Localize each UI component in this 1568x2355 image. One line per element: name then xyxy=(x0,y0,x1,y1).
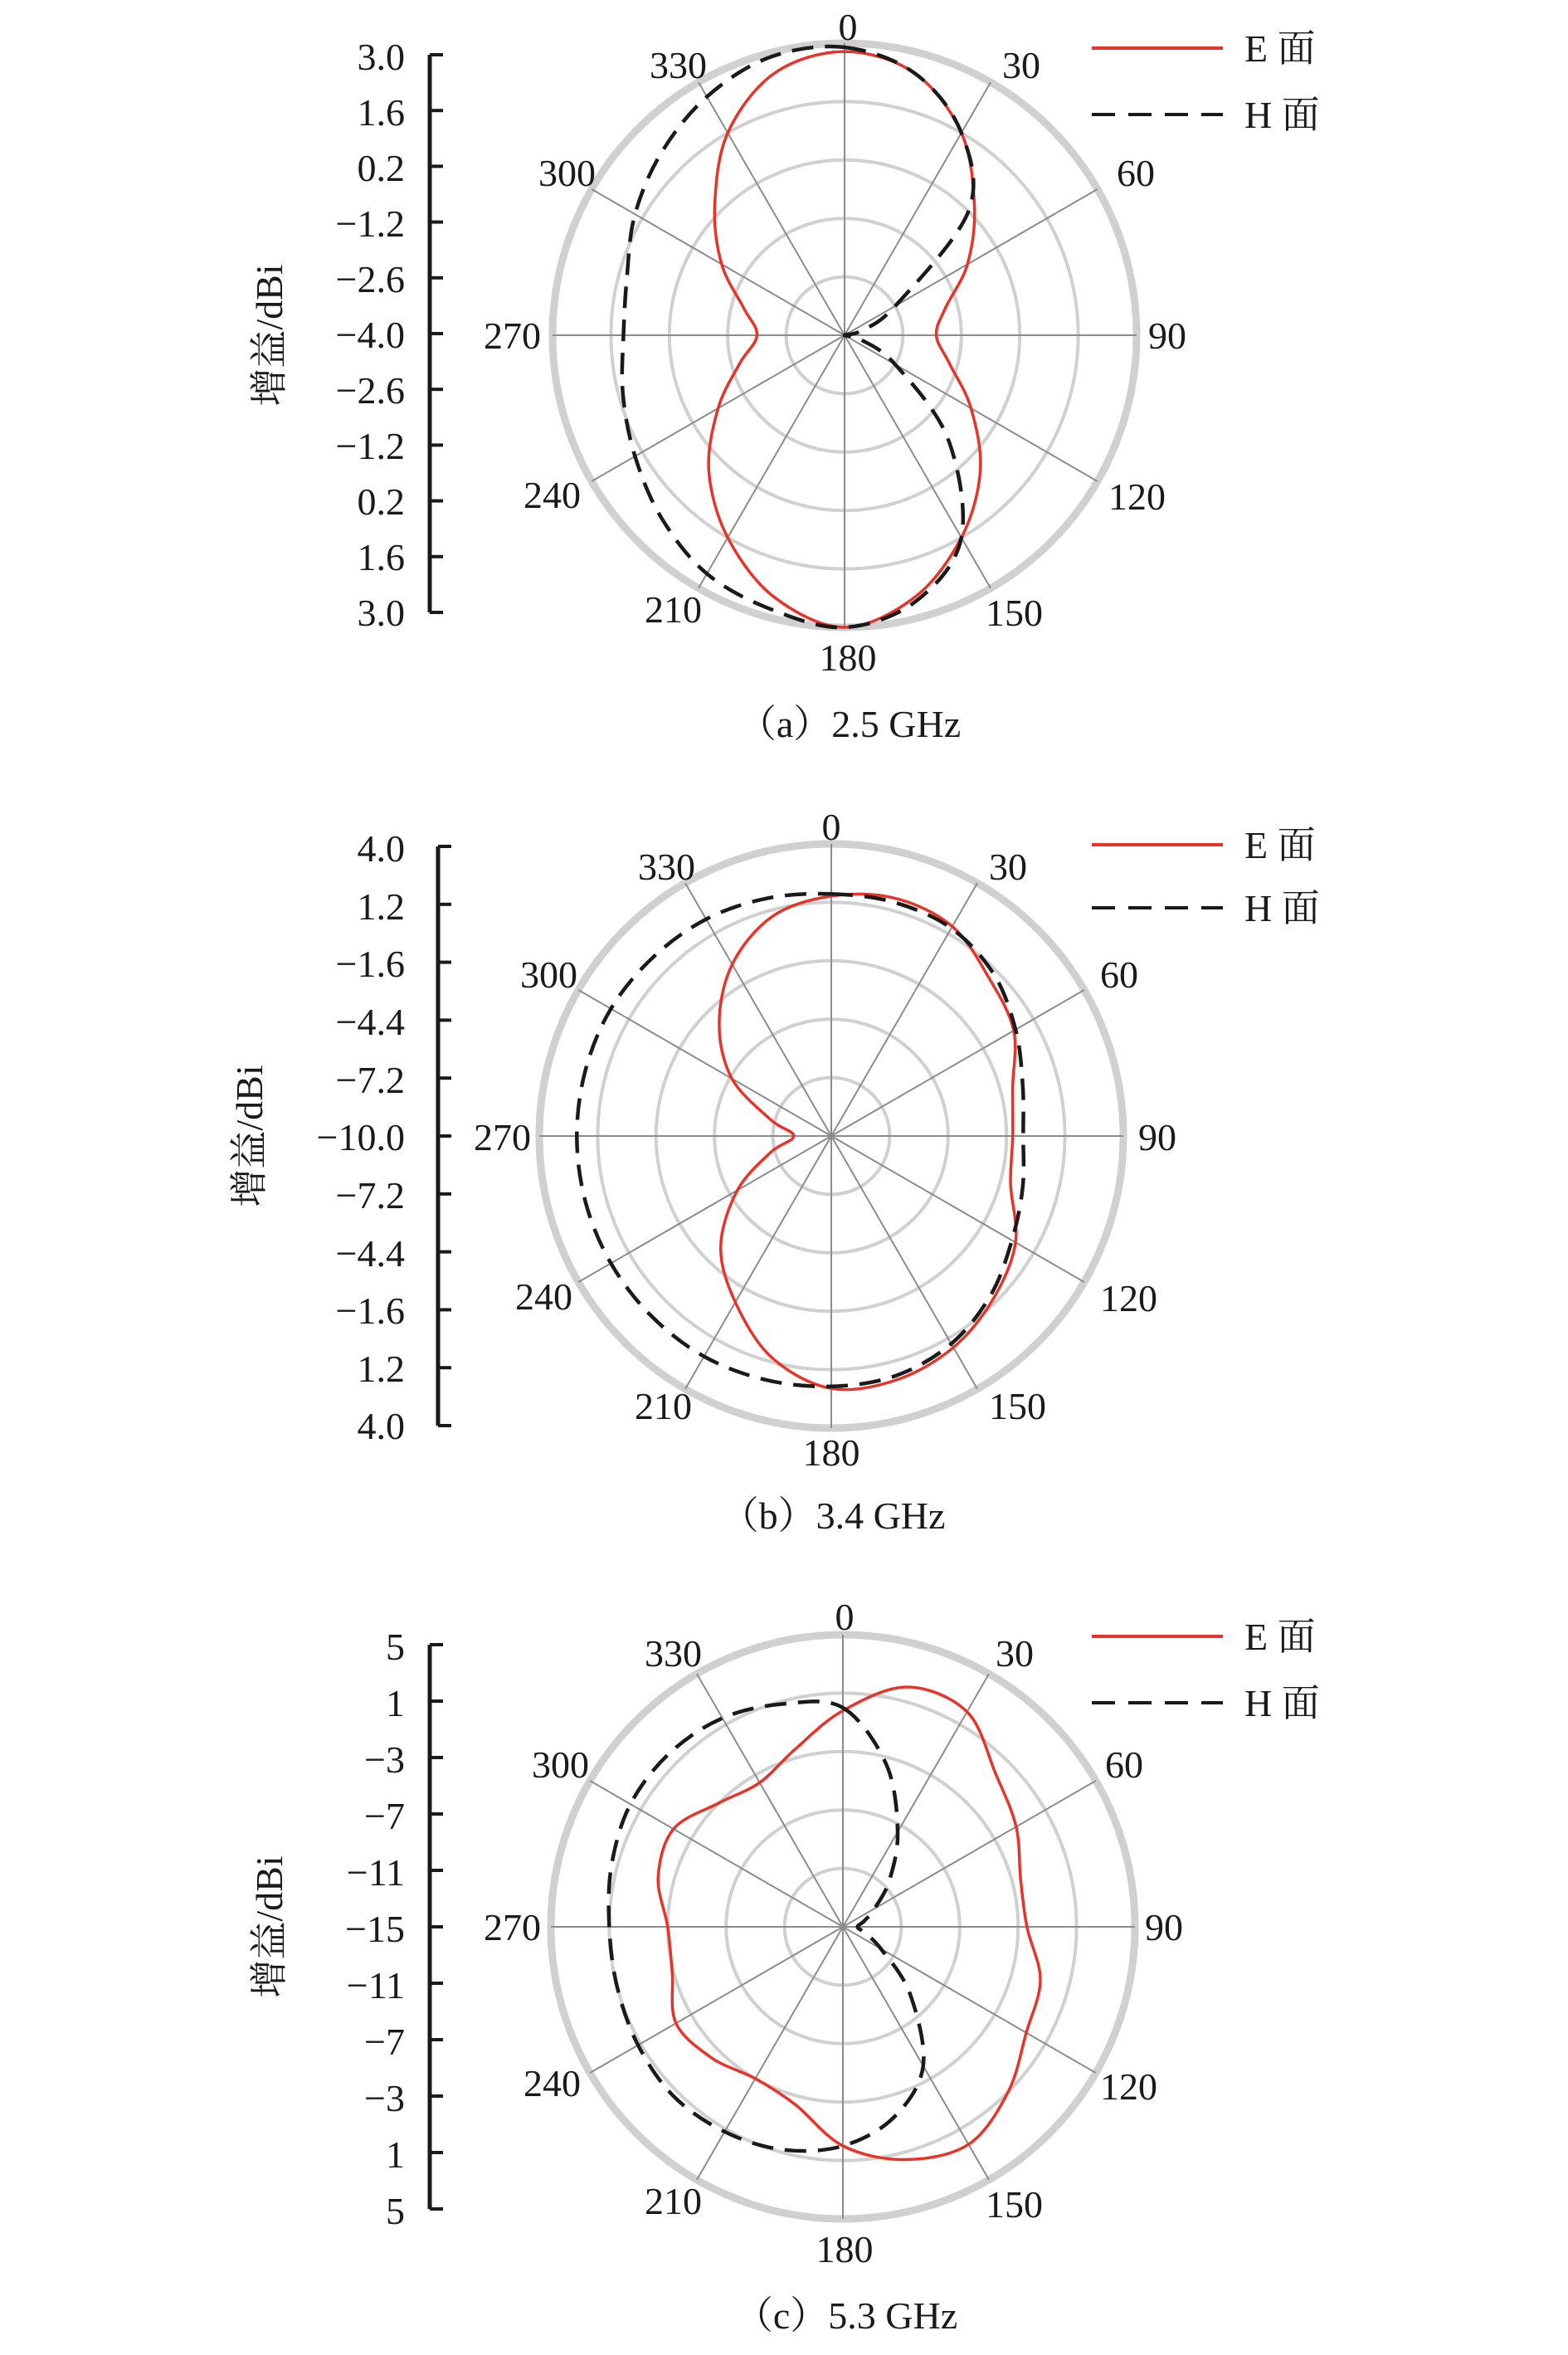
angle-label-0: 0 xyxy=(838,6,858,48)
grid-spoke xyxy=(831,1136,1084,1282)
angle-label-210: 210 xyxy=(635,1385,692,1427)
grid-spoke xyxy=(831,1136,977,1389)
legend-h-label: H 面 xyxy=(1244,1682,1320,1724)
angle-label-90: 90 xyxy=(1145,1906,1183,1948)
grid-spoke xyxy=(578,1136,831,1282)
grid-spoke xyxy=(590,1927,843,2073)
radial-tick-label: 1.6 xyxy=(357,536,405,578)
angle-label-60: 60 xyxy=(1117,152,1155,194)
angle-label-90: 90 xyxy=(1138,1116,1176,1158)
panel-b-caption: （b）3.4 GHz xyxy=(720,1494,946,1537)
radial-tick-label: −1.6 xyxy=(335,943,405,985)
grid-spoke xyxy=(843,1927,989,2180)
grid-spoke xyxy=(845,82,991,335)
radial-tick-label: −3 xyxy=(364,2077,405,2119)
angle-label-300: 300 xyxy=(520,953,577,996)
grid-spoke xyxy=(685,883,831,1136)
panel-b-grid xyxy=(539,844,1123,1428)
radial-tick-label: −1.2 xyxy=(335,202,405,245)
radial-tick-label: −7 xyxy=(364,1795,405,1837)
panel-a xyxy=(248,6,1320,745)
panel-b-traces xyxy=(577,894,1024,1390)
legend-e-label: E 面 xyxy=(1244,824,1316,866)
angle-label-300: 300 xyxy=(538,152,596,194)
angle-label-240: 240 xyxy=(523,474,581,516)
angle-label-330: 330 xyxy=(650,44,707,86)
radial-tick-label: −7.2 xyxy=(335,1059,405,1101)
panel-c-caption: （c）5.3 GHz xyxy=(734,2294,958,2337)
radial-tick-label: −11 xyxy=(346,1851,405,1894)
angle-label-330: 330 xyxy=(638,846,695,888)
angle-label-60: 60 xyxy=(1100,953,1138,996)
radial-tick-label: 1.2 xyxy=(357,885,405,928)
angle-label-120: 120 xyxy=(1100,2065,1157,2108)
e-plane-trace xyxy=(719,894,1016,1389)
angle-label-180: 180 xyxy=(802,1431,860,1474)
grid-spoke xyxy=(685,1136,831,1389)
grid-spoke xyxy=(845,189,1098,335)
panel-b-legend xyxy=(1092,824,1320,929)
angle-label-30: 30 xyxy=(989,846,1027,888)
grid-spoke xyxy=(845,335,991,588)
angle-label-150: 150 xyxy=(986,592,1043,634)
grid-spoke xyxy=(697,1674,843,1927)
radial-tick-label: 5 xyxy=(386,1626,405,1668)
radial-tick-label: 0.2 xyxy=(357,480,405,523)
radial-tick-label: −7 xyxy=(364,2021,405,2063)
radial-tick-label: −1.6 xyxy=(335,1290,405,1332)
radial-tick-label: −4.0 xyxy=(335,314,405,356)
angle-label-240: 240 xyxy=(515,1275,572,1318)
angle-label-120: 120 xyxy=(1108,475,1166,518)
angle-label-30: 30 xyxy=(996,1632,1034,1675)
angle-label-30: 30 xyxy=(1002,44,1040,86)
radial-tick-label: −4.4 xyxy=(335,1001,405,1043)
legend-e-label: E 面 xyxy=(1244,1616,1316,1658)
angle-label-210: 210 xyxy=(645,2180,702,2222)
legend-e-label: E 面 xyxy=(1244,27,1316,70)
radial-tick-label: −1.2 xyxy=(335,425,405,467)
angle-label-210: 210 xyxy=(645,588,702,631)
radial-tick-label: −4.4 xyxy=(335,1232,405,1275)
angle-label-300: 300 xyxy=(532,1743,589,1786)
angle-label-270: 270 xyxy=(474,1116,531,1158)
panel-c-grid xyxy=(551,1635,1135,2219)
angle-label-60: 60 xyxy=(1105,1743,1143,1786)
radial-tick-label: −15 xyxy=(345,1908,405,1950)
angle-label-240: 240 xyxy=(523,2062,581,2104)
grid-spoke xyxy=(831,883,977,1136)
legend-h-label: H 面 xyxy=(1244,94,1320,136)
radial-tick-label: 5 xyxy=(386,2190,405,2232)
angle-label-150: 150 xyxy=(989,1385,1046,1427)
h-plane-trace xyxy=(622,46,974,627)
panel-c-radial-axis xyxy=(248,1626,443,2232)
panel-c-legend xyxy=(1092,1616,1320,1724)
panel-b-radial-axis xyxy=(228,827,451,1447)
panel-a-radial-axis xyxy=(248,36,443,634)
panel-a-traces xyxy=(622,46,981,627)
panel-a-legend xyxy=(1092,27,1320,136)
radial-tick-label: −2.6 xyxy=(335,369,405,412)
panel-b xyxy=(228,806,1320,1537)
radial-tick-label: −7.2 xyxy=(335,1174,405,1217)
angle-label-0: 0 xyxy=(835,1596,855,1638)
panel-c xyxy=(248,1596,1320,2337)
radial-tick-label: 1 xyxy=(386,1682,405,1724)
angle-label-0: 0 xyxy=(821,806,841,848)
radial-tick-label: 3.0 xyxy=(357,36,405,78)
radial-tick-label: 0.2 xyxy=(357,147,405,189)
radial-tick-label: 1.2 xyxy=(357,1348,405,1390)
angle-label-270: 270 xyxy=(484,314,541,357)
grid-spoke xyxy=(843,1781,1096,1927)
grid-spoke xyxy=(578,990,831,1136)
grid-spoke xyxy=(699,82,845,335)
radial-tick-label: −11 xyxy=(346,1964,405,2006)
angle-label-150: 150 xyxy=(986,2183,1043,2226)
angle-label-330: 330 xyxy=(645,1632,702,1675)
legend-h-label: H 面 xyxy=(1244,887,1320,929)
y-axis-label: 增益/dBi xyxy=(248,1855,290,1998)
grid-spoke xyxy=(697,1927,843,2180)
angle-label-90: 90 xyxy=(1148,314,1186,357)
radial-tick-label: −10.0 xyxy=(316,1116,405,1158)
angle-label-180: 180 xyxy=(816,2228,874,2270)
angle-label-180: 180 xyxy=(819,636,877,679)
angle-label-270: 270 xyxy=(484,1906,541,1948)
radial-tick-label: 4.0 xyxy=(357,1405,405,1447)
angle-label-120: 120 xyxy=(1100,1277,1157,1319)
radial-tick-label: 1 xyxy=(386,2133,405,2176)
grid-spoke xyxy=(831,990,1084,1136)
y-axis-label: 增益/dBi xyxy=(248,264,290,407)
radial-tick-label: 4.0 xyxy=(357,827,405,870)
radial-tick-label: 3.0 xyxy=(357,592,405,634)
radial-tick-label: −2.6 xyxy=(335,258,405,300)
radial-tick-label: 1.6 xyxy=(357,91,405,134)
panel-a-caption: （a）2.5 GHz xyxy=(738,703,962,745)
h-plane-trace xyxy=(577,894,1024,1387)
radial-tick-label: −3 xyxy=(364,1738,405,1781)
grid-spoke xyxy=(699,335,845,588)
panel-a-angle-labels xyxy=(484,6,1186,679)
y-axis-label: 增益/dBi xyxy=(228,1065,270,1207)
